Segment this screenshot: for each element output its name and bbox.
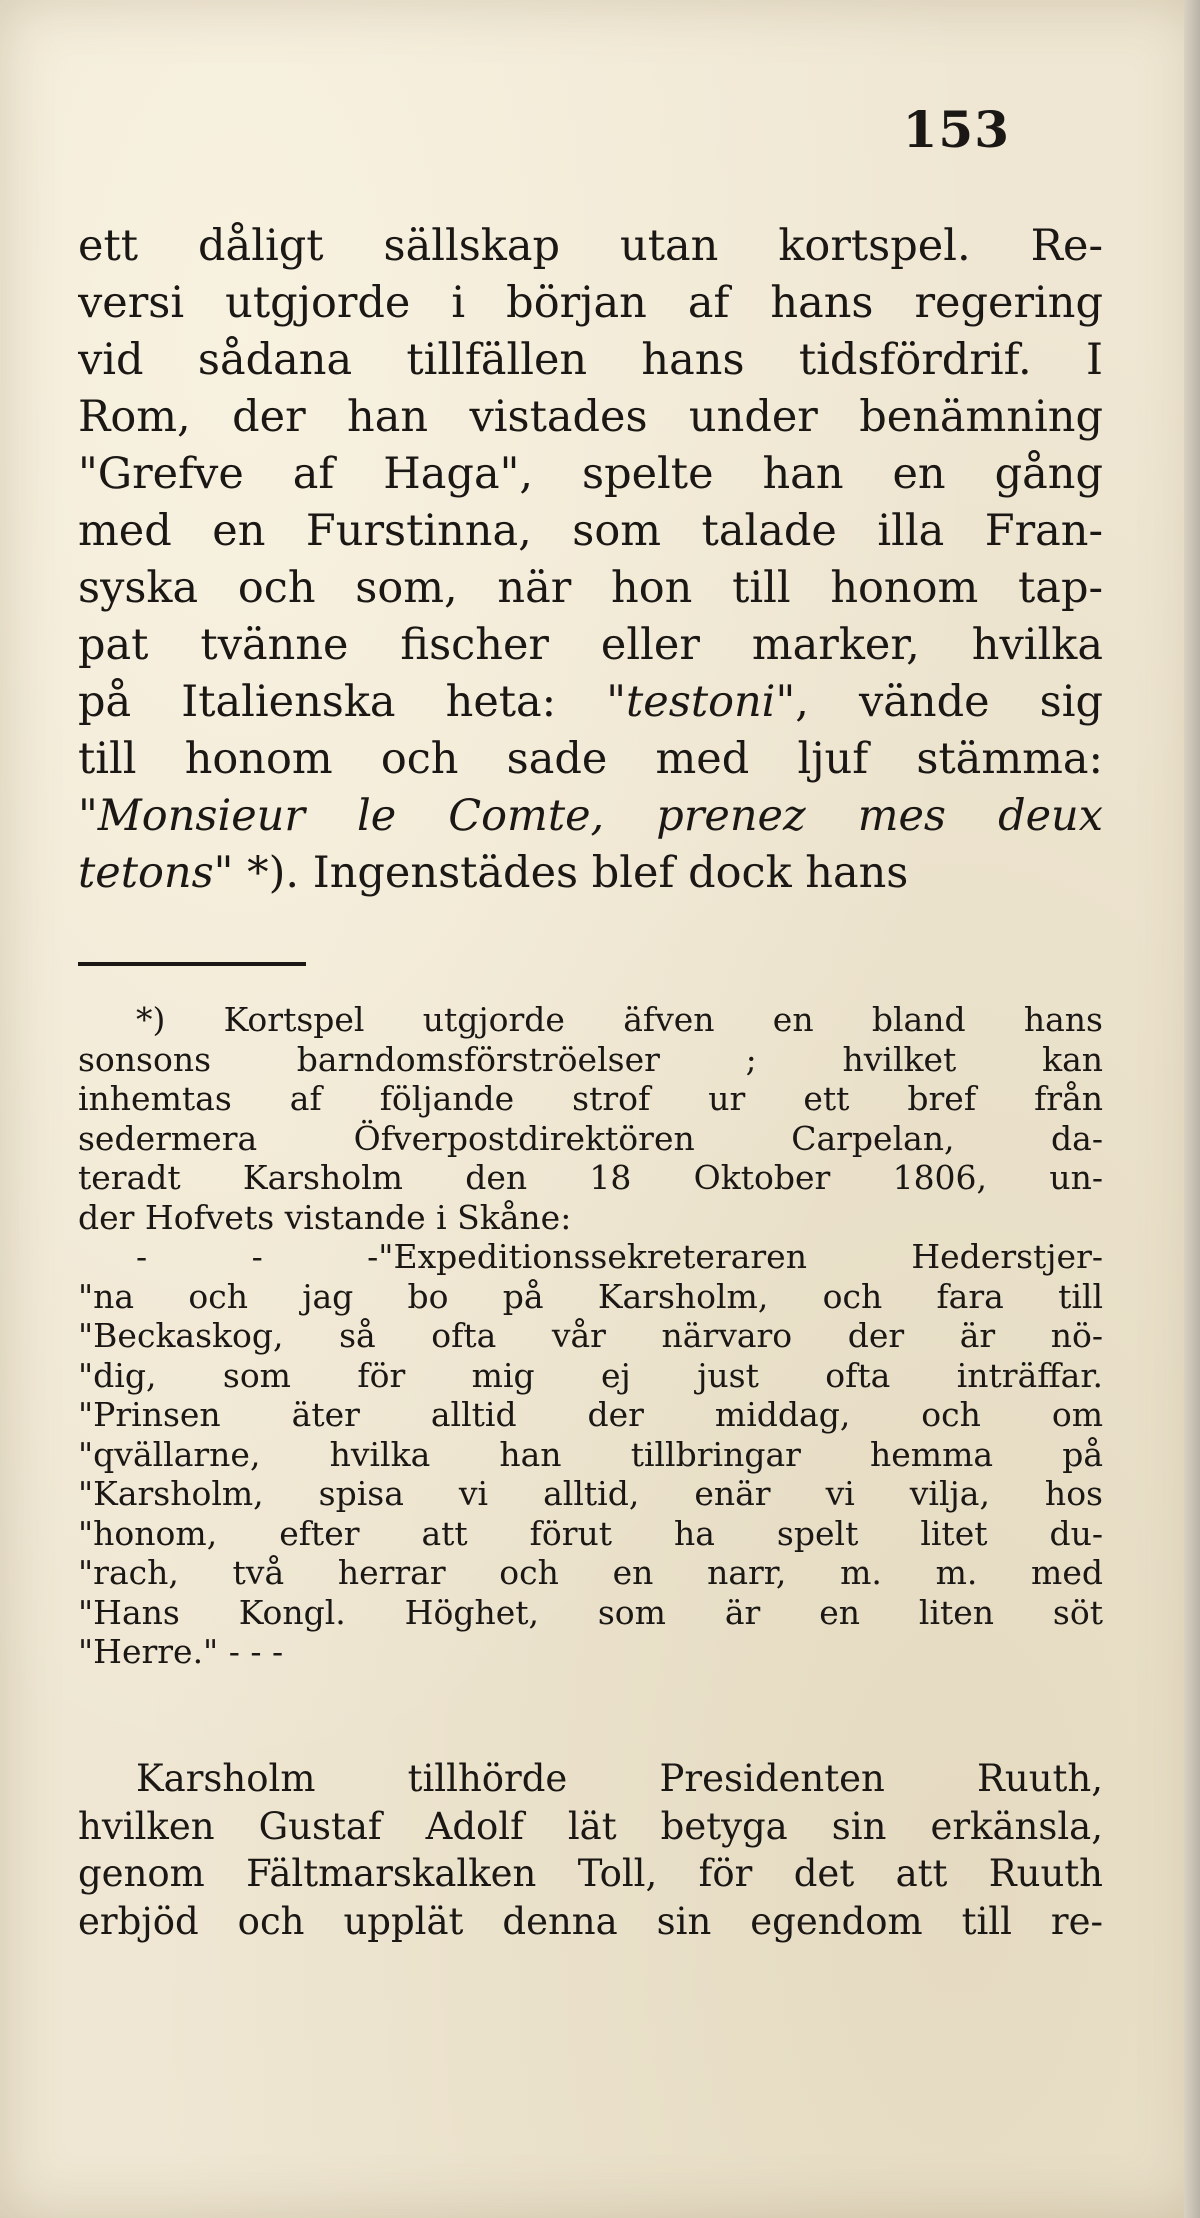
footnote-rule	[78, 962, 306, 966]
text-line: till honom och sade med ljuf stämma:	[78, 734, 1103, 784]
footnote-line: der Hofvets vistande i Skåne:	[78, 1197, 572, 1237]
text-line: Karsholm tillhörde Presidenten Ruuth,	[136, 1757, 1103, 1800]
footnote-line: "honom, efter att förut ha spelt litet du-	[78, 1513, 1103, 1553]
footnote-line: "Karsholm, spisa vi alltid, enär vi vilja, hos	[78, 1474, 1103, 1513]
footnote-line: "Beckaskog, så ofta vår närvaro der är nö-	[78, 1316, 1103, 1355]
continuation-text-block	[78, 1755, 1103, 1945]
italic-quote: tetons"	[78, 848, 234, 898]
footnote-line: "Prinsen äter alltid der middag, och om	[78, 1395, 1103, 1434]
italic-word: testoni	[626, 677, 776, 727]
text-segment: , vände sig	[795, 677, 1103, 727]
page-number: 153	[902, 100, 1010, 159]
footnote-block	[78, 1000, 1103, 1672]
text-line	[78, 788, 1103, 845]
text-line: med en Furstinna, som talade illa Fran-	[78, 506, 1103, 556]
text-line	[78, 845, 1103, 902]
text-line: ett dåligt sällskap utan kortspel. Re-	[78, 221, 1103, 271]
text-segment: på Italienska heta:	[78, 677, 557, 727]
footnote-line: "qvällarne, hvilka han tillbringar hemma på	[78, 1434, 1103, 1474]
footnote-line: "Hans Kongl. Höghet, som är en liten söt	[78, 1592, 1103, 1632]
text-segment: *). Ingenstädes blef dock hans	[233, 848, 909, 898]
text-line: pat tvänne fischer eller marker, hvilka	[78, 620, 1103, 670]
text-line: Rom, der han vistades under benämning	[78, 392, 1103, 442]
footnote-line: sedermera Öfverpostdirektören Carpelan, da-	[78, 1118, 1103, 1158]
text-line: versi utgjorde i början af hans regering	[78, 278, 1103, 328]
text-line: syska och som, när hon till honom tap-	[78, 563, 1103, 613]
page-edge-shadow	[1184, 0, 1200, 2218]
italic-quote: "Monsieur le Comte, prenez mes deux	[78, 791, 1103, 841]
footnote-line: "Herre." - - -	[78, 1632, 284, 1671]
main-text-block	[78, 218, 1103, 902]
text-line: genom Fältmarskalken Toll, för det att Ruuth	[78, 1852, 1103, 1895]
text-line: vid sådana tillfällen hans tidsfördrif. I	[78, 335, 1103, 385]
footnote-line: sonsons barndomsförströelser ; hvilket kan	[78, 1039, 1103, 1079]
footnote-line: inhemtas af följande strof ur ett bref från	[78, 1079, 1103, 1118]
footnote-line: "na och jag bo på Karsholm, och fara till	[78, 1276, 1103, 1316]
footnote-line: *) Kortspel utgjorde äfven en bland hans	[136, 1000, 1103, 1039]
text-line: hvilken Gustaf Adolf lät betyga sin erkänsla,	[78, 1804, 1103, 1848]
text-line: erbjöd och upplät denna sin egendom till re-	[78, 1899, 1103, 1943]
footnote-line: teradt Karsholm den 18 Oktober 1806, un-	[78, 1158, 1103, 1197]
footnote-line: - - -"Expeditionssekreteraren Hederstjer-	[136, 1237, 1103, 1276]
text-line: "Grefve af Haga", spelte han en gång	[78, 449, 1103, 499]
footnote-line: "rach, två herrar och en narr, m. m. med	[78, 1553, 1103, 1592]
text-line: på Italienska heta: "testoni", vände sig	[78, 677, 1103, 727]
footnote-line: "dig, som för mig ej just ofta inträffar.	[78, 1355, 1103, 1395]
